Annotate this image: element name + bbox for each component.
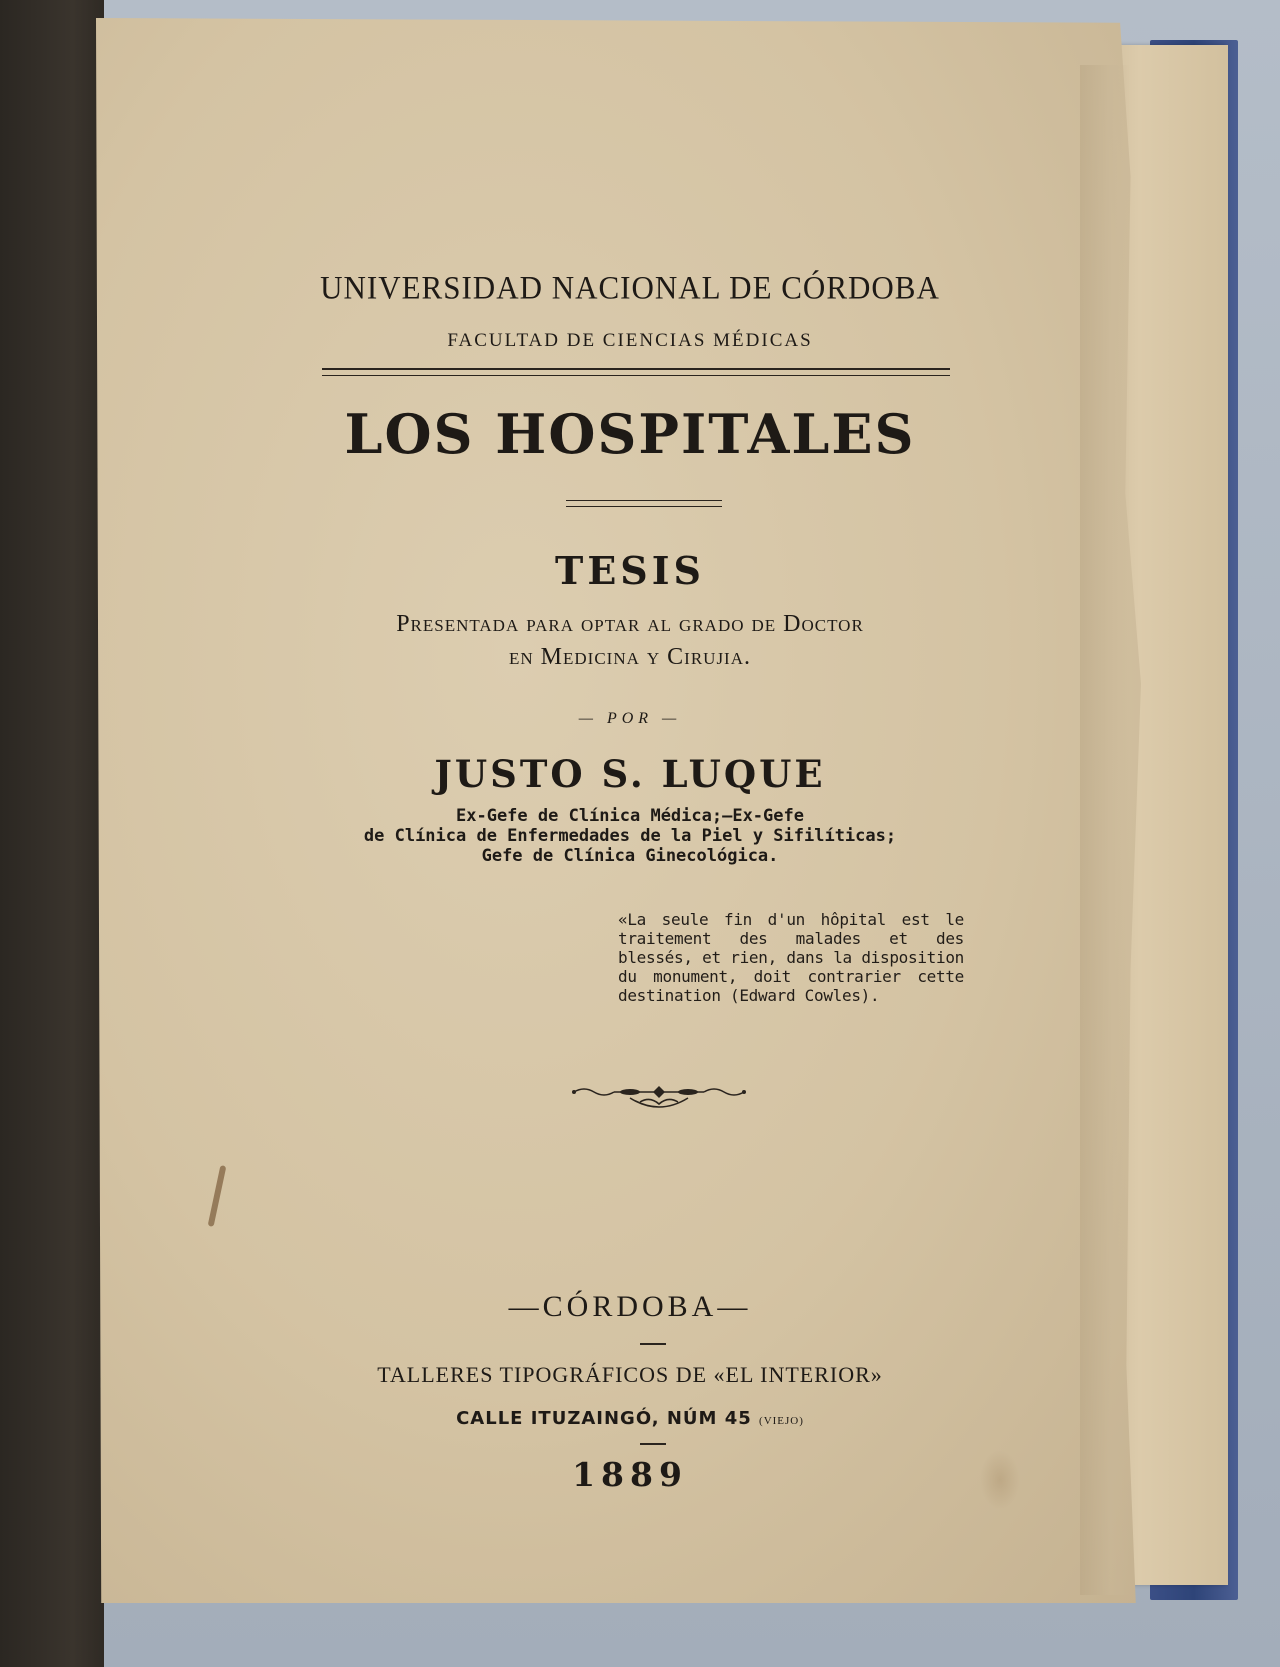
separator-dash [640,1443,666,1445]
epigraph-quote: «La seule fin d'un hôpital est le traitement des malades et des blessés, et rien, dans la disposition du monument, doit contrarier cette destination (Edward Cowles). [618,910,964,1005]
by-label: — POR — [578,710,682,727]
presentation-line-2: en Medicina y Cirujia. [509,644,751,670]
address-note: (VIEJO) [759,1415,804,1427]
publication-year: 1889 [572,1455,688,1494]
credential-line: Ex-Gefe de Clínica Médica;—Ex-Gefe [456,806,804,826]
book-cover-left [0,0,104,1667]
page-edge-shadow [1080,65,1130,1595]
city-name: —CÓRDOBA— [508,1290,752,1323]
credential-line: Gefe de Clínica Ginecológica. [481,846,779,866]
title-rule [566,500,722,507]
faculty-name: FACULTAD DE CIENCIAS MÉDICAS [447,330,813,351]
author-name: JUSTO S. LUQUE [434,752,826,796]
ornament-icon [570,1082,748,1122]
author-credentials [300,806,960,866]
presentation-line-1: Presentada para optar al grado de Doctor [396,611,864,637]
address-text: CALLE ITUZAINGÓ, NÚM 45 [456,1408,752,1429]
credential-line: de Clínica de Enfermedades de la Piel y Sifilíticas; [363,826,897,846]
paper-stain [980,1450,1020,1510]
presentation-text [300,608,960,674]
university-name: UNIVERSIDAD NACIONAL DE CÓRDOBA [320,269,940,306]
thesis-label: TESIS [555,548,705,593]
printer-address [300,1408,960,1429]
header-rule [322,368,950,376]
book-title: LOS HOSPITALES [344,402,916,466]
printer-name: TALLERES TIPOGRÁFICOS DE «EL INTERIOR» [377,1362,883,1387]
separator-dash [640,1343,666,1345]
